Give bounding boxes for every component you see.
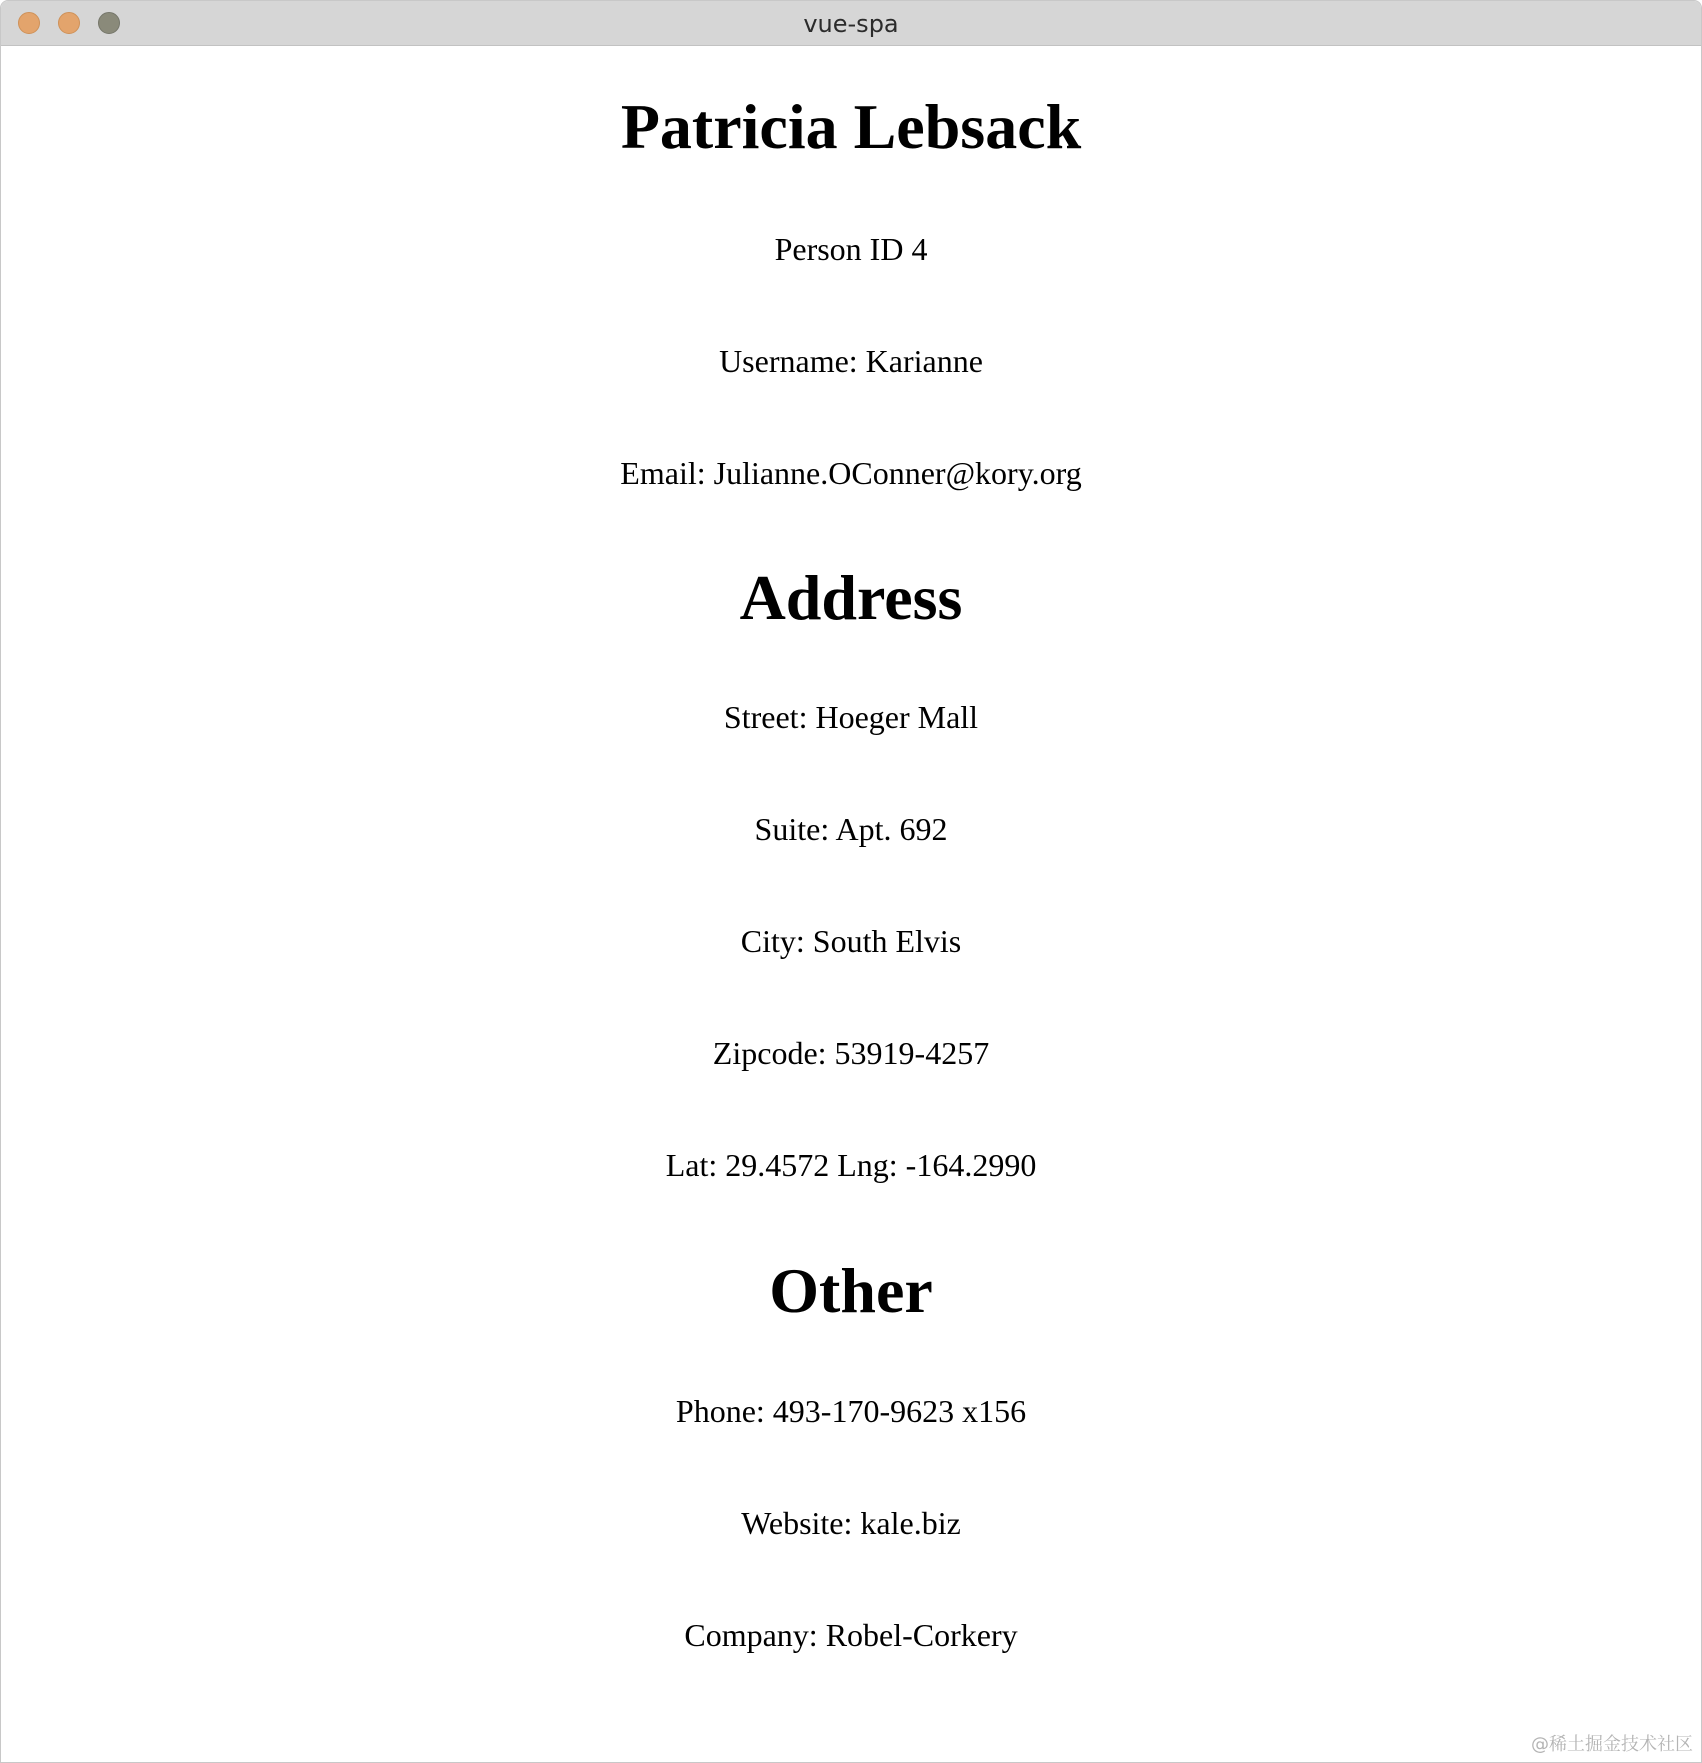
suite: Suite: Apt. 692 (754, 811, 948, 847)
phone: Phone: 493-170-9623 x156 (675, 1393, 1027, 1429)
person-id: Person ID 4 (774, 231, 928, 267)
company: Company: Robel-Corkery (684, 1617, 1018, 1653)
watermark: @稀土掘金技术社区 (1531, 1734, 1693, 1755)
other-heading: Other (769, 1255, 933, 1326)
window-title: vue-spa (803, 10, 899, 38)
street: Street: Hoeger Mall (723, 699, 979, 735)
person-name-heading: Patricia Lebsack (620, 91, 1082, 162)
zipcode: Zipcode: 53919-4257 (712, 1035, 990, 1071)
address-heading: Address (739, 562, 963, 633)
title-bar[interactable] (1, 1, 1701, 46)
city: City: South Elvis (740, 923, 962, 959)
website: Website: kale.biz (741, 1505, 961, 1541)
geo-coordinates: Lat: 29.4572 Lng: -164.2990 (665, 1147, 1037, 1183)
username: Username: Karianne (719, 343, 983, 379)
email: Email: Julianne.OConner@kory.org (620, 455, 1082, 491)
